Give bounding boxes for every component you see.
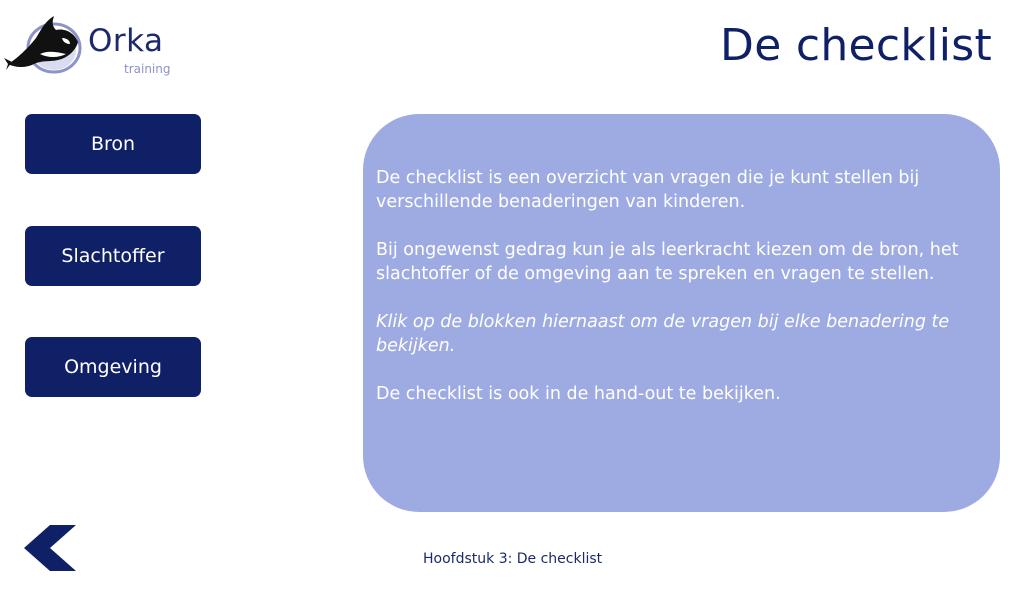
intro-paragraph: De checklist is een overzicht van vragen die je kunt stellen bij verschillende benaderingen van kinderen.	[376, 168, 920, 212]
behavior-paragraph: Bij ongewenst gedrag kun je als leerkracht kiezen om de bron, het slachtoffer of de omgeving aan te spreken en vragen te stellen.	[376, 240, 959, 284]
orca-icon	[4, 8, 90, 78]
logo-subtitle: training	[124, 62, 171, 76]
logo-word: Orka	[88, 23, 164, 59]
chevron-left-icon	[24, 525, 78, 571]
instruction-paragraph: Klik op de blokken hiernaast om de vragen bij elke benadering te bekijken.	[376, 312, 950, 356]
omgeving-button[interactable]: Omgeving	[25, 337, 201, 397]
page-title: De checklist	[720, 20, 992, 71]
content-panel	[363, 114, 1000, 512]
bron-button[interactable]: Bron	[25, 114, 201, 174]
chapter-label: Hoofdstuk 3: De checklist	[423, 551, 603, 567]
slachtoffer-button[interactable]: Slachtoffer	[25, 226, 201, 286]
back-button[interactable]	[24, 525, 78, 571]
handout-paragraph: De checklist is ook in de hand-out te bekijken.	[376, 384, 781, 404]
orka-logo	[4, 8, 184, 80]
